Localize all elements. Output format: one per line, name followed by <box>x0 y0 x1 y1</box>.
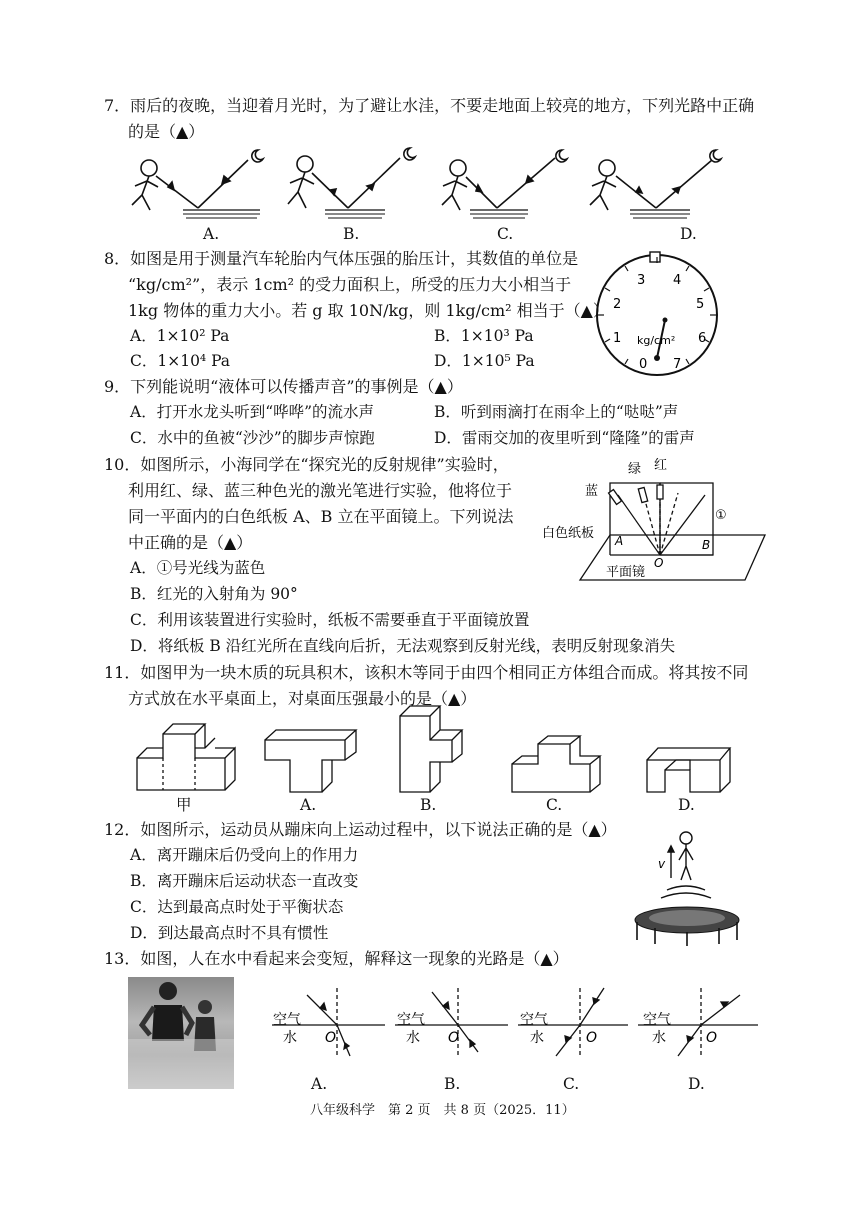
water-label-a: 水 <box>283 1030 297 1046</box>
label-white-board: 白色纸板 <box>542 526 595 541</box>
q7-option-b: B. <box>343 225 360 243</box>
q12-option-a: A．离开蹦床后仍受向上的作用力 <box>130 846 359 864</box>
q11-blocks-figure <box>0 700 868 800</box>
q7-option-a: A. <box>203 225 220 243</box>
q10-option-b: B．红光的入射角为 90° <box>130 585 298 603</box>
q11-option-a: A. <box>300 796 317 814</box>
q10-option-d: D．将纸板 B 沿红光所在直线向后折，无法观察到反射光线，表明反射现象消失 <box>130 637 676 655</box>
q9-option-d: D．雷雨交加的夜里听到“隆隆”的雷声 <box>434 429 695 447</box>
q11-line1: 11．如图甲为一块木质的玩具积木，该积木等同于由四个相同正方体组合而成。将其按不同 <box>104 663 749 682</box>
q11-option-b: B. <box>420 796 437 814</box>
label-a: A <box>615 534 624 548</box>
q8-line1: 8．如图是用于测量汽车轮胎内气体压强的胎压计，其数值的单位是 <box>104 249 579 268</box>
air-label-b: 空气 <box>397 1012 425 1028</box>
tire-pressure-gauge <box>595 250 725 380</box>
gauge-num-2: 2 <box>613 297 622 312</box>
label-red: 红 <box>654 458 668 473</box>
q12-option-c: C．达到最高点时处于平衡状态 <box>130 898 344 916</box>
label-green: 绿 <box>628 462 642 477</box>
water-label-d: 水 <box>652 1030 666 1046</box>
q10-option-c: C．利用该装置进行实验时，纸板不需要垂直于平面镜放置 <box>130 611 530 629</box>
gauge-num-7: 7 <box>673 357 682 372</box>
q10-line4: 中正确的是（▲） <box>128 533 253 552</box>
air-label-a: 空气 <box>273 1012 301 1028</box>
label-o: O <box>654 556 664 570</box>
q8-option-c: C．1×10⁴ Pa <box>130 352 231 370</box>
label-mirror: 平面镜 <box>606 565 646 580</box>
q13-line1: 13．如图，人在水中看起来会变短，解释这一现象的光路是（▲） <box>104 949 569 968</box>
q10-line3: 同一平面内的白色纸板 A、B 立在平面镜上。下列说法 <box>128 507 514 526</box>
gauge-num-0: 0 <box>639 357 648 372</box>
q10-line2: 利用红、绿、蓝三种色光的激光笔进行实验，他将位于 <box>128 481 513 500</box>
gauge-num-6: 6 <box>698 331 707 346</box>
air-label-c: 空气 <box>520 1012 548 1028</box>
q7-option-d: D. <box>680 225 697 243</box>
gauge-unit: kg/cm² <box>637 334 676 347</box>
label-ray-1: ① <box>715 508 727 523</box>
gauge-num-1: 1 <box>613 331 622 346</box>
water-label-c: 水 <box>530 1030 544 1046</box>
q7-line2: 的是（▲） <box>128 122 205 141</box>
label-blue: 蓝 <box>585 484 599 499</box>
air-label-d: 空气 <box>643 1012 671 1028</box>
page-footer: 八年级科学 第 2 页 共 8 页（2025．11） <box>310 1103 575 1118</box>
q12-option-b: B．离开蹦床后运动状态一直改变 <box>130 872 359 890</box>
q9-line1: 9．下列能说明“液体可以传播声音”的事例是（▲） <box>104 377 463 396</box>
q11-option-c: C. <box>546 796 563 814</box>
label-b: B <box>702 538 711 552</box>
q9-option-b: B．听到雨滴打在雨伞上的“哒哒”声 <box>434 403 679 421</box>
q10-line1: 10．如图所示，小海同学在“探究光的反射规律”实验时， <box>104 455 509 474</box>
q7-option-a-diagram <box>132 150 263 218</box>
q7-figure <box>0 0 868 240</box>
q12-line1: 12．如图所示，运动员从蹦床向上运动过程中，以下说法正确的是（▲） <box>104 820 617 839</box>
o-label-d: O <box>706 1030 718 1046</box>
water-label-b: 水 <box>406 1030 420 1046</box>
q9-option-a: A．打开水龙头听到“哗哗”的流水声 <box>130 403 375 421</box>
q11-label-jia: 甲 <box>176 796 192 814</box>
q10-option-a: A．①号光线为蓝色 <box>130 559 266 577</box>
o-label-c: O <box>586 1030 598 1046</box>
q13-option-b: B. <box>444 1075 461 1093</box>
q12-option-d: D．到达最高点时不具有惯性 <box>130 924 329 942</box>
o-label-a: O <box>325 1030 337 1046</box>
q7-option-c: C. <box>497 225 514 243</box>
q13-option-a: A. <box>311 1075 328 1093</box>
q13-option-c: C. <box>563 1075 580 1093</box>
q8-line2: “kg/cm²”，表示 1cm² 的受力面积上，所受的压力大小相当于 <box>128 275 572 294</box>
q7-option-c-diagram <box>442 150 567 218</box>
refraction-diagrams <box>0 980 868 1060</box>
o-label-b: O <box>448 1030 460 1046</box>
q7-option-d-diagram <box>590 150 721 218</box>
q8-option-d: D．1×10⁵ Pa <box>434 352 535 370</box>
q8-option-b: B．1×10³ Pa <box>434 327 534 345</box>
velocity-label: v <box>658 857 666 871</box>
gauge-num-4: 4 <box>673 273 682 288</box>
q11-option-d: D. <box>678 796 695 814</box>
q7-option-b-diagram <box>288 148 415 218</box>
trampoline-figure <box>625 828 745 948</box>
q9-option-c: C．水中的鱼被“沙沙”的脚步声惊跑 <box>130 429 375 447</box>
gauge-num-5: 5 <box>696 297 705 312</box>
gauge-num-3: 3 <box>637 273 646 288</box>
q8-line3: 1kg 物体的重力大小。若 g 取 10N/kg，则 1kg/cm² 相当于（▲） <box>128 301 609 320</box>
q11-line2: 方式放在水平桌面上，对桌面压强最小的是（▲） <box>128 689 477 708</box>
q7-line1: 7．雨后的夜晚，当迎着月光时，为了避让水洼，不要走地面上较亮的地方，下列光路中正确 <box>104 96 755 115</box>
q13-option-d: D. <box>688 1075 705 1093</box>
q8-option-a: A．1×10² Pa <box>130 327 230 345</box>
reflection-experiment-figure <box>540 455 770 585</box>
